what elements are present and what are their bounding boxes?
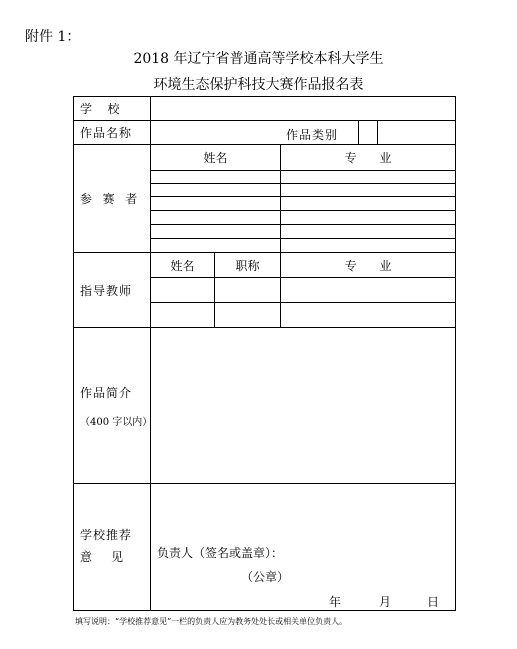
participant-name-field[interactable] <box>151 225 281 239</box>
participants-label: 参 赛 者 <box>74 145 151 253</box>
participant-name-field[interactable] <box>151 184 281 197</box>
work-name-label: 作品名称 <box>74 121 151 145</box>
advisor-title-field[interactable] <box>215 278 281 303</box>
work-row <box>74 121 456 145</box>
advisor-title-header: 职称 <box>215 253 281 278</box>
participant-major-field[interactable] <box>281 225 456 239</box>
school-row <box>74 97 456 121</box>
advisor-name-field[interactable] <box>151 303 215 328</box>
advisor-major-field[interactable] <box>281 278 456 303</box>
participant-major-field[interactable] <box>281 197 456 211</box>
advisor-title-field[interactable] <box>215 303 281 328</box>
advisor-name-field[interactable] <box>151 278 215 303</box>
school-field[interactable] <box>151 97 456 121</box>
intro-field[interactable] <box>151 328 456 484</box>
participant-name-field[interactable] <box>151 171 281 184</box>
intro-word-limit: （400 字以内） <box>80 416 153 428</box>
participant-name-field[interactable] <box>151 197 281 211</box>
advisor-major-field[interactable] <box>281 303 456 328</box>
participant-major-field[interactable] <box>281 184 456 197</box>
participant-major-field[interactable] <box>281 239 456 253</box>
advisor-name-header: 姓名 <box>151 253 215 278</box>
official-seal-label: （公章） <box>241 570 290 584</box>
registration-form-table <box>73 96 456 611</box>
participants-name-header: 姓名 <box>151 145 281 171</box>
recommend-label-cell <box>74 484 151 611</box>
work-type-field[interactable] <box>286 121 456 145</box>
responsible-signature-label: 负责人（签名或盖章）： <box>157 546 284 560</box>
date-day-label: 日 <box>427 595 440 609</box>
participant-name-field[interactable] <box>151 239 281 253</box>
school-label: 学 校 <box>74 97 151 121</box>
recommend-label-line-1: 学校推荐 <box>80 528 133 542</box>
fill-instructions-note: 填写说明：“学校推荐意见”一栏的负责人应为教务处处长或相关单位负责人。 <box>75 617 348 626</box>
attachment-label: 附件 1： <box>25 29 81 45</box>
participants-major-header: 专 业 <box>281 145 456 171</box>
intro-label-cell <box>74 328 151 484</box>
work-type-label <box>359 121 378 145</box>
form-title-line-2: 环境生态保护科技大赛作品报名表 <box>153 77 364 93</box>
advisor-label: 指导教师 <box>74 253 151 328</box>
participant-name-field[interactable] <box>151 211 281 225</box>
participant-major-field[interactable] <box>281 211 456 225</box>
work-type-label-text: 作品类别 <box>286 128 339 142</box>
recommend-field[interactable] <box>151 484 456 611</box>
participant-major-field[interactable] <box>281 171 456 184</box>
advisor-major-header: 专 业 <box>281 253 456 278</box>
intro-label: 作品简介 <box>80 385 133 400</box>
recommend-label-line-2: 意 见 <box>80 550 124 564</box>
form-title-line-1: 2018 年辽宁省普通高等学校本科大学生 <box>133 51 384 67</box>
date-month-label: 月 <box>379 595 392 609</box>
date-year-label: 年 <box>329 595 342 609</box>
